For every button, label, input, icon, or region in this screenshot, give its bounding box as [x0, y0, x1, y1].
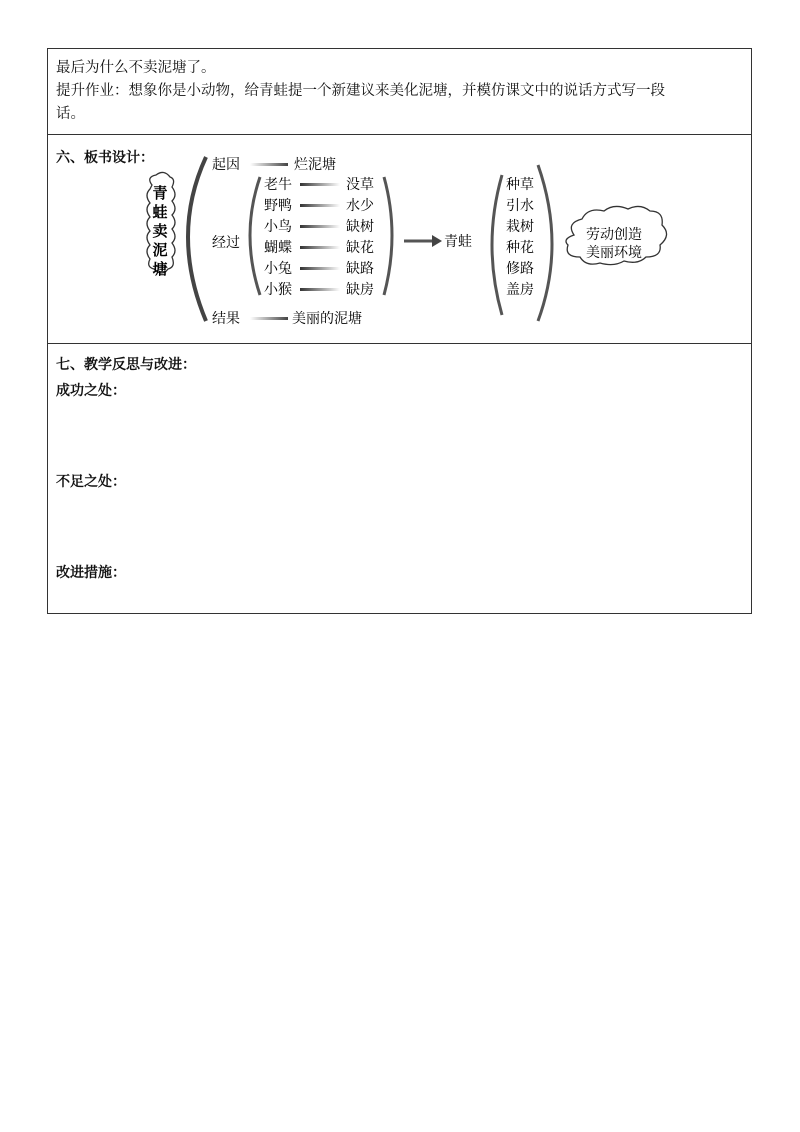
need-3: 缺树: [346, 219, 374, 235]
homework-line-1: 最后为什么不卖泥塘了。: [56, 60, 216, 76]
need-5: 缺路: [346, 261, 374, 277]
board-design-heading: 六、板书设计：: [56, 150, 154, 166]
animal-1: 老牛: [264, 177, 292, 193]
row-connector: [300, 204, 340, 207]
actions-bracket-right: [538, 165, 552, 321]
success-label: 成功之处：: [56, 383, 126, 399]
need-2: 水少: [346, 198, 374, 214]
result-label: 结果: [212, 311, 240, 327]
animal-3: 小鸟: [264, 219, 292, 235]
action-4: 种花: [506, 240, 534, 256]
homework-line-2: 提升作业：想象你是小动物，给青蛙提一个新建议来美化泥塘，并模仿课文中的说话方式写一段: [56, 83, 665, 99]
action-6: 盖房: [506, 282, 534, 298]
title-char-5: 塘: [152, 260, 168, 278]
cause-label: 起因: [212, 157, 240, 173]
homework-line-3: 话。: [56, 106, 85, 122]
process-label: 经过: [212, 235, 240, 251]
animal-6: 小猴: [264, 282, 292, 298]
title-char-4: 泥: [152, 241, 168, 259]
section-board-design: [48, 134, 751, 343]
cause-connector: [250, 163, 288, 166]
row-connector: [300, 246, 340, 249]
row-connector: [300, 288, 340, 291]
need-6: 缺房: [346, 282, 374, 298]
cloud-line-2: 美丽环境: [586, 245, 642, 261]
shortcoming-label: 不足之处：: [56, 474, 126, 490]
section-reflection: [48, 343, 751, 613]
action-5: 修路: [506, 261, 534, 277]
need-4: 缺花: [346, 240, 374, 256]
outer-bracket: [188, 157, 206, 321]
section-homework: [48, 49, 751, 134]
cause-value: 烂泥塘: [294, 157, 336, 173]
actions-bracket-left: [492, 175, 502, 315]
actor-label: 青蛙: [444, 234, 472, 250]
need-1: 没草: [346, 177, 374, 193]
reflection-heading: 七、教学反思与改进：: [56, 357, 196, 373]
action-3: 栽树: [506, 219, 534, 235]
row-connector: [300, 267, 340, 270]
title-char-2: 蛙: [152, 203, 168, 221]
title-char-1: 青: [152, 184, 168, 202]
improvement-label: 改进措施：: [56, 565, 126, 581]
lesson-plan-table: [47, 48, 752, 614]
result-value: 美丽的泥塘: [292, 311, 362, 327]
animal-4: 蝴蝶: [264, 240, 292, 256]
cloud-line-1: 劳动创造: [586, 227, 642, 243]
action-2: 引水: [506, 198, 534, 214]
board-diagram: [48, 135, 751, 342]
animal-5: 小兔: [264, 261, 292, 277]
animals-bracket: [250, 177, 260, 295]
arrow-head-icon: [432, 235, 442, 247]
result-connector: [250, 317, 288, 320]
title-char-3: 卖: [152, 222, 168, 240]
row-connector: [300, 225, 340, 228]
animal-2: 野鸭: [264, 198, 292, 214]
row-connector: [300, 183, 340, 186]
needs-bracket-right: [384, 177, 392, 295]
action-1: 种草: [506, 177, 534, 193]
